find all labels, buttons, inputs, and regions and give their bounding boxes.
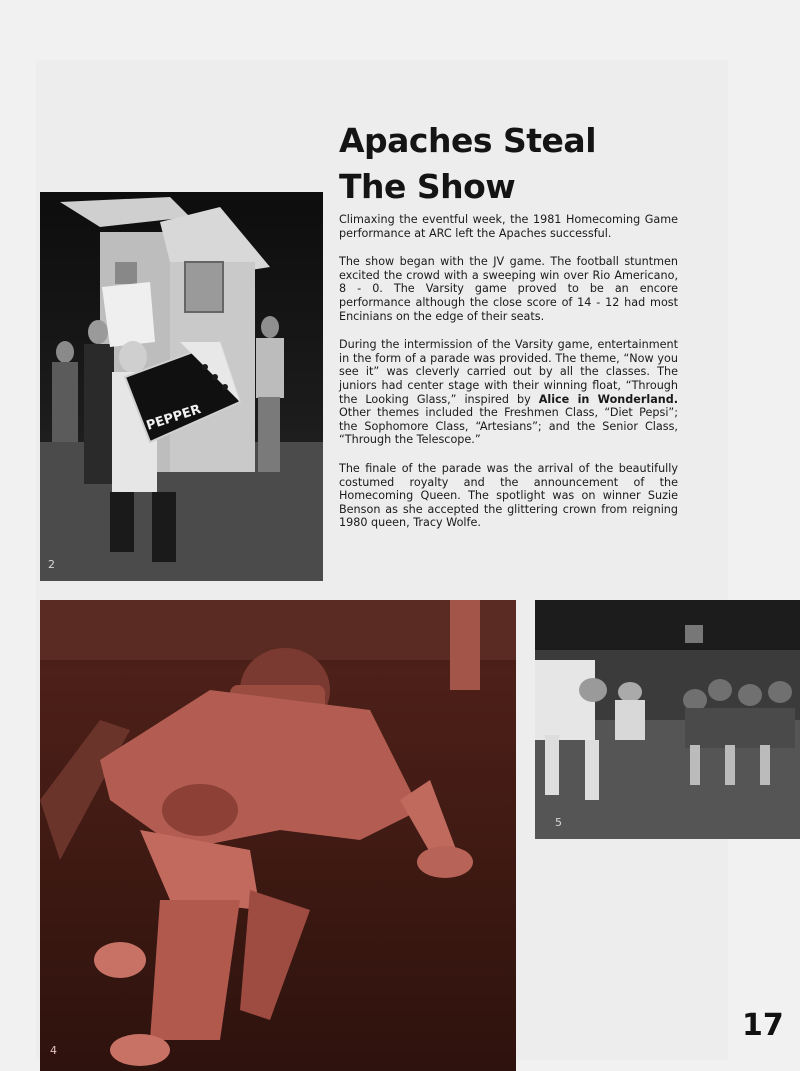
runner-photo <box>40 600 516 1071</box>
photo-number-5: 5 <box>555 816 562 829</box>
parade-photo <box>40 192 323 581</box>
page-number: 17 <box>742 1008 784 1043</box>
parade-photo-image <box>40 192 323 581</box>
photo-number-4: 4 <box>50 1044 57 1057</box>
lineup-photo <box>535 600 800 839</box>
lineup-photo-image <box>535 600 800 839</box>
book-title: Alice in Wonderland. <box>538 392 678 406</box>
article-body <box>339 213 678 545</box>
runner-photo-image <box>40 600 516 1071</box>
paragraph-1: Climaxing the eventful week, the 1981 Homecoming Game performance at ARC left the Apaches successful. <box>339 213 678 240</box>
headline-line-2: The Show <box>339 167 516 206</box>
paragraph-3-text-a: During the intermission of the Varsity game, entertainment in the form of a parade was provided. The theme, “Now you see it” was cleverly carried out by all the classes. The juniors had center stage with their winning float, “Through the Looking Glass,” inspired by <box>339 338 678 406</box>
paragraph-3-text-b: Other themes included the Freshmen Class, “Diet Pepsi”; the Sophomore Class, “Artesians”; and the Senior Class, “Through the Telescope.” <box>339 406 678 447</box>
article-headline <box>339 118 719 210</box>
headline-line-1: Apaches Steal <box>339 121 597 160</box>
paragraph-3 <box>339 338 678 447</box>
paragraph-2: The show began with the JV game. The football stuntmen excited the crowd with a sweeping win over Rio Americano, 8 - 0. The Varsity game proved to be an encore performance although the close score of 14 - 12 had most Encinians on the edge of their seats. <box>339 255 678 323</box>
dice-label: PEPPER <box>144 402 203 434</box>
photo-number-2: 2 <box>48 558 55 571</box>
paragraph-4: The finale of the parade was the arrival of the beautifully costumed royalty and the announcement of the Homecoming Queen. The spotlight was on winner Suzie Benson as she accepted the glittering crown from reigning 1980 queen, Tracy Wolfe. <box>339 461 678 530</box>
